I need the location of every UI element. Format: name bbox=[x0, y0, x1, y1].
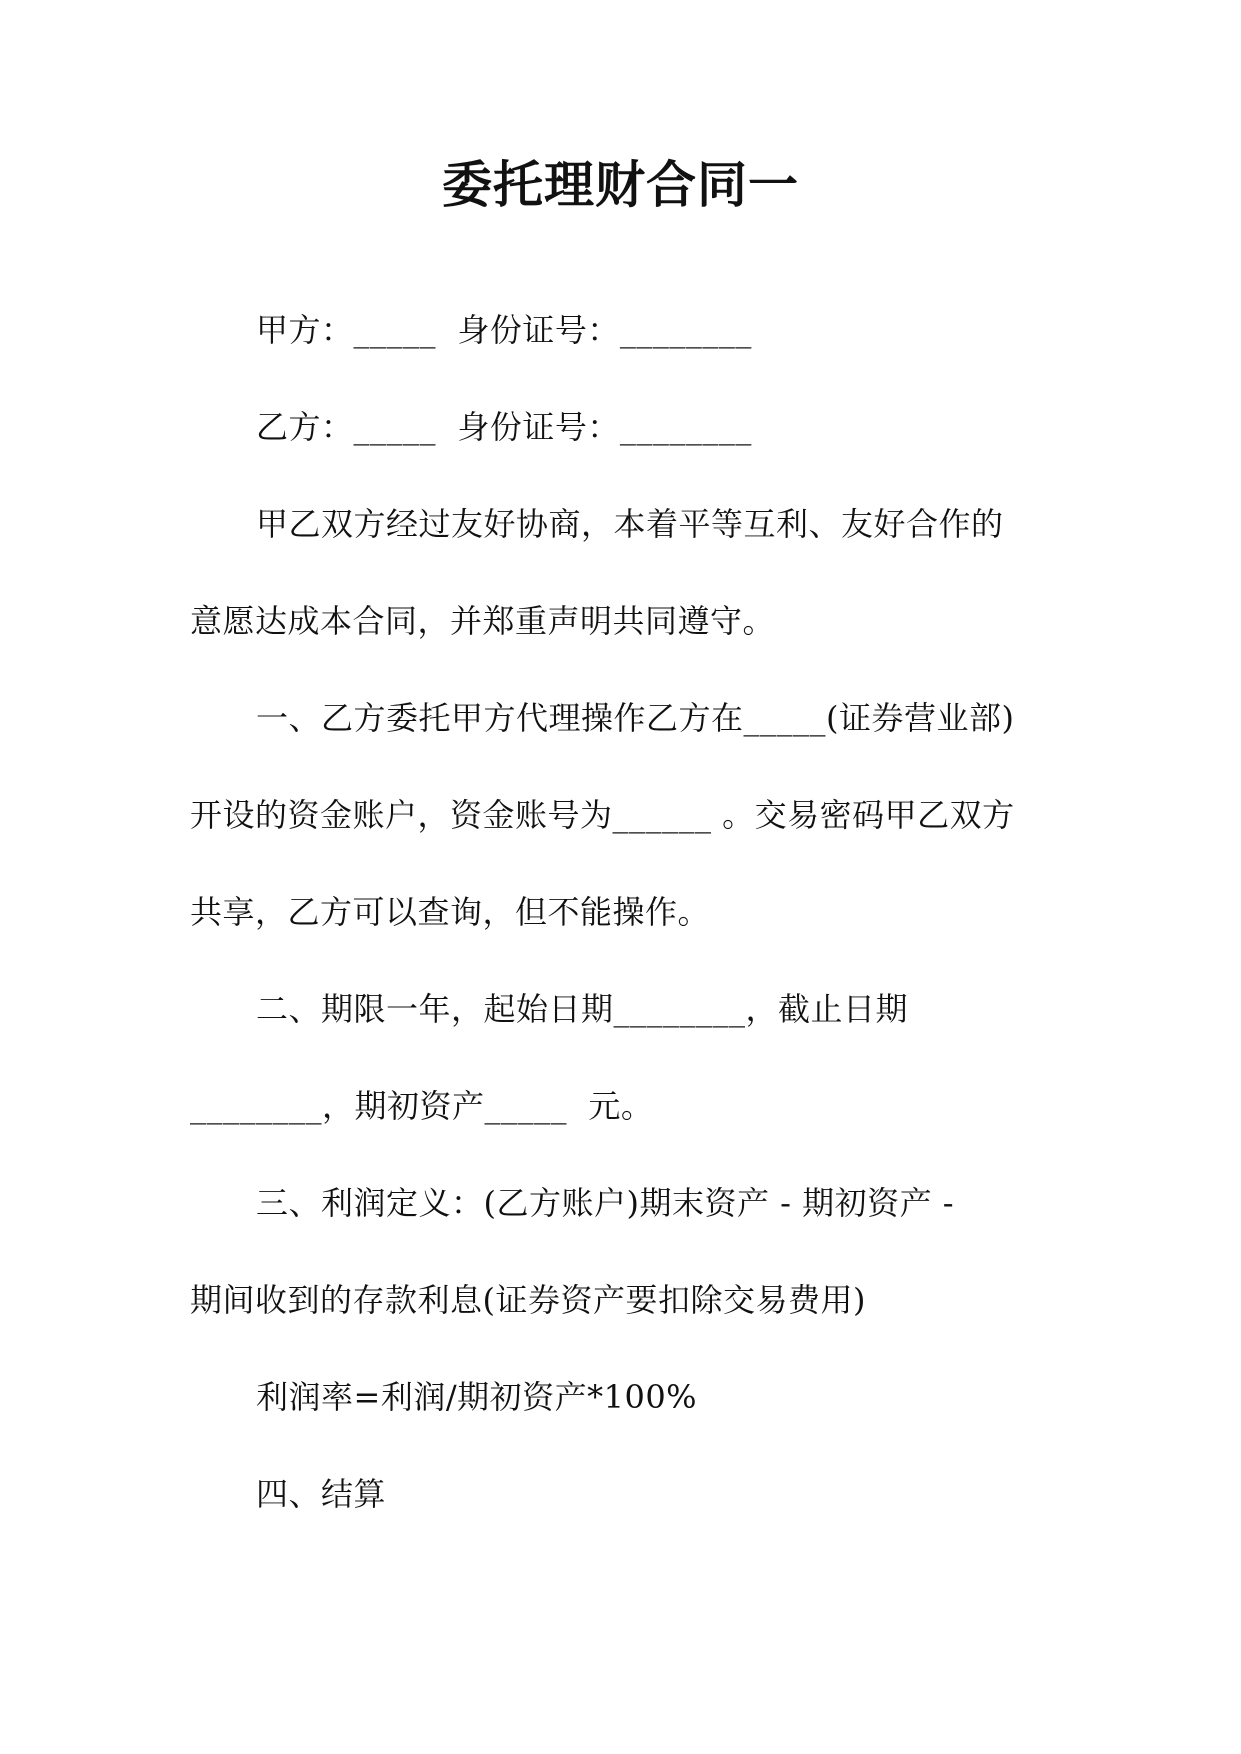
clause-3-line: 期间收到的存款利息(证券资产要扣除交易费用) bbox=[190, 1281, 866, 1319]
clause-2-line: ________，期初资产_____ 元。 bbox=[190, 1087, 654, 1125]
paragraph-line: 甲乙双方经过友好协商，本着平等互利、友好合作的 bbox=[256, 505, 1004, 543]
paragraph-line: 意愿达成本合同，并郑重声明共同遵守。 bbox=[190, 602, 776, 640]
profit-rate-line: 利润率=利润/期初资产*100% bbox=[256, 1378, 698, 1416]
clause-4-heading: 四、结算 bbox=[256, 1475, 387, 1513]
party-b-line: 乙方：_____ 身份证号：________ bbox=[256, 408, 752, 446]
party-a-line: 甲方：_____ 身份证号：________ bbox=[256, 311, 752, 349]
clause-1-line: 共享，乙方可以查询，但不能操作。 bbox=[190, 893, 711, 931]
clause-3-line: 三、利润定义：(乙方账户)期末资产 - 期初资产 - bbox=[256, 1184, 955, 1222]
clause-1-line: 开设的资金账户，资金账号为______ 。交易密码甲乙双方 bbox=[190, 796, 1015, 834]
clause-1-line: 一、乙方委托甲方代理操作乙方在_____(证券营业部) bbox=[256, 699, 1015, 737]
clause-2-line: 二、期限一年，起始日期________，截止日期 bbox=[256, 990, 909, 1028]
document-title: 委托理财合同一 bbox=[442, 156, 799, 214]
